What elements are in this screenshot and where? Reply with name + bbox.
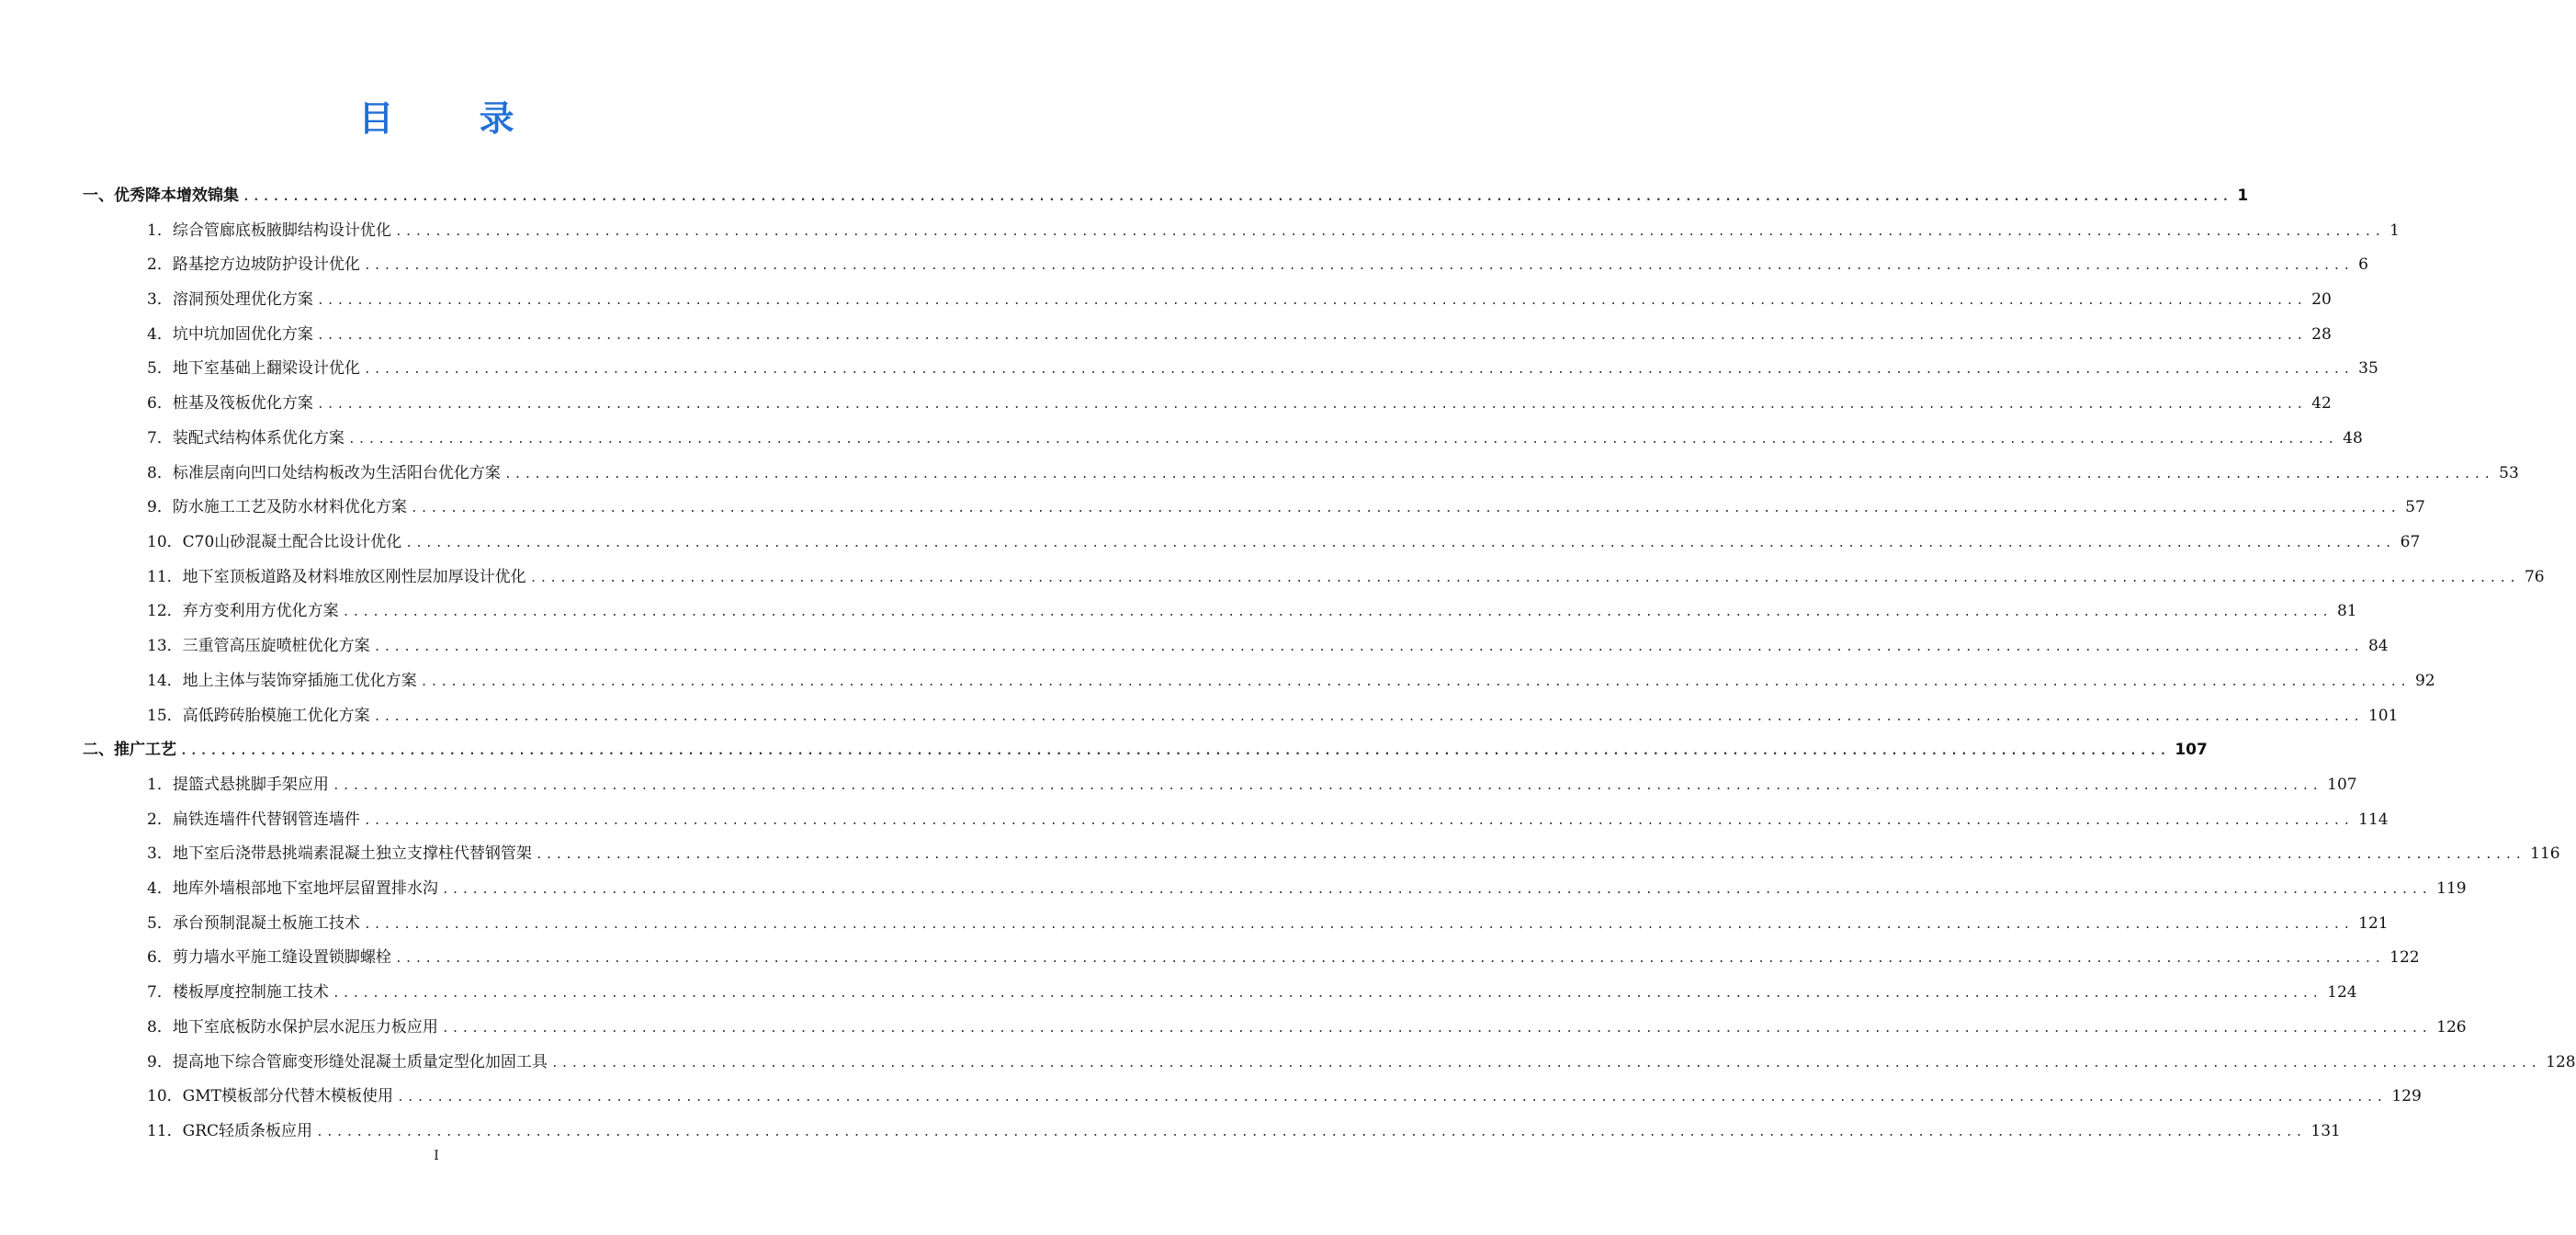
- leader-dots: ........................................................................................................................................................................................................: [332, 779, 2322, 793]
- leader-dots: ........................................................................................................................................................................................................: [405, 537, 2395, 550]
- toc-entry[interactable]: [147, 667, 2435, 690]
- toc-section-heading[interactable]: [83, 182, 2249, 205]
- toc-entry[interactable]: [147, 1082, 2422, 1105]
- toc-entry-label: 3．地下室后浇带悬挑端素混凝土独立支撑柱代替钢管架: [147, 844, 532, 863]
- leader-dots: ........................................................................................................................................................................................................: [243, 190, 2232, 204]
- toc-entry[interactable]: [147, 355, 2378, 378]
- leader-dots: ........................................................................................................................................................................................................: [363, 918, 2354, 932]
- toc-entry-page-number: 76: [2524, 568, 2545, 586]
- toc-entry[interactable]: [147, 563, 2545, 586]
- page-title: 目 录: [358, 98, 551, 139]
- toc-entry-label: 5．地下室基础上翻梁设计优化: [147, 359, 360, 378]
- toc-entry-page-number: 84: [2367, 637, 2389, 655]
- toc-entry-page-number: 57: [2405, 498, 2425, 516]
- toc-entry-label: 10．GMT模板部分代替木模板使用: [147, 1087, 393, 1105]
- leader-dots: ........................................................................................................................................................................................................: [363, 259, 2354, 273]
- leader-dots: ........................................................................................................................................................................................................: [373, 710, 2363, 724]
- toc-section-heading[interactable]: [83, 736, 2208, 759]
- leader-dots: ........................................................................................................................................................................................................: [316, 294, 2307, 308]
- toc-entry-label: 2．扁铁连墙件代替钢管连墙件: [147, 810, 360, 829]
- toc-entry-page-number: 81: [2336, 602, 2357, 620]
- toc-entry[interactable]: [147, 217, 2400, 240]
- toc-entry[interactable]: [147, 702, 2399, 725]
- leader-dots: ........................................................................................................................................................................................................: [347, 433, 2338, 447]
- toc-entry[interactable]: [147, 251, 2368, 274]
- leader-dots: ........................................................................................................................................................................................................: [180, 744, 2170, 758]
- toc-entry-label: 9．防水施工工艺及防水材料优化方案: [147, 498, 407, 516]
- toc-entry-label: 2．路基挖方边坡防护设计优化: [147, 255, 360, 274]
- leader-dots: ........................................................................................................................................................................................................: [550, 1057, 2541, 1071]
- toc-entry-label: 10．C70山砂混凝土配合比设计优化: [147, 533, 402, 551]
- leader-dots: ........................................................................................................................................................................................................: [529, 572, 2519, 585]
- toc-entry-page-number: 53: [2499, 464, 2519, 482]
- toc-entry[interactable]: [147, 806, 2389, 829]
- toc-entry-page-number: 28: [2311, 325, 2332, 344]
- toc-entry[interactable]: [147, 1048, 2576, 1071]
- toc-entry-page-number: 20: [2311, 290, 2332, 309]
- toc-entry[interactable]: [147, 528, 2421, 551]
- leader-dots: ........................................................................................................................................................................................................: [394, 952, 2385, 966]
- toc-entry-page-number: 101: [2367, 707, 2399, 725]
- toc-entry-page-number: 119: [2436, 879, 2467, 898]
- toc-entry-label: 1．提篮式悬挑脚手架应用: [147, 776, 329, 794]
- toc-entry[interactable]: [147, 771, 2357, 794]
- leader-dots: ........................................................................................................................................................................................................: [441, 1022, 2432, 1036]
- toc-entry[interactable]: [147, 1117, 2341, 1140]
- leader-dots: ........................................................................................................................................................................................................: [363, 814, 2354, 828]
- toc-entry-page-number: 42: [2311, 394, 2332, 413]
- toc-entry[interactable]: [147, 493, 2425, 516]
- leader-dots: ........................................................................................................................................................................................................: [373, 640, 2363, 654]
- page-number: I: [434, 1149, 439, 1163]
- toc-entry-page-number: 116: [2530, 844, 2560, 863]
- toc-entry[interactable]: [147, 597, 2357, 620]
- toc-entry-label: 11．地下室顶板道路及材料堆放区刚性层加厚设计优化: [147, 568, 526, 586]
- toc-section-heading-label: 一、优秀降本增效锦集: [83, 187, 239, 205]
- toc-entry-page-number: 35: [2358, 359, 2378, 378]
- toc-entry-label: 5．承台预制混凝土板施工技术: [147, 914, 360, 933]
- toc-entry[interactable]: [147, 1014, 2467, 1037]
- toc-entry[interactable]: [147, 459, 2519, 482]
- leader-dots: ........................................................................................................................................................................................................: [316, 398, 2307, 412]
- toc-entry-page-number: 128: [2546, 1053, 2576, 1071]
- leader-dots: ........................................................................................................................................................................................................: [332, 987, 2322, 1001]
- toc-entry-label: 7．楼板厚度控制施工技术: [147, 983, 329, 1002]
- toc-entry-page-number: 121: [2358, 914, 2389, 933]
- toc-entry-label: 8．标准层南向凹口处结构板改为生活阳台优化方案: [147, 464, 501, 482]
- toc-entry-label: 4．坑中坑加固优化方案: [147, 325, 313, 344]
- toc-entry-label: 12．弃方变利用方优化方案: [147, 602, 339, 620]
- toc-entry-label: 9．提高地下综合管廊变形缝处混凝土质量定型化加固工具: [147, 1053, 548, 1071]
- toc-entry[interactable]: [147, 840, 2560, 863]
- leader-dots: ........................................................................................................................................................................................................: [396, 1091, 2387, 1105]
- toc-entry-label: 11．GRC轻质条板应用: [147, 1122, 313, 1140]
- toc-entry-page-number: 114: [2358, 810, 2389, 829]
- toc-entry-page-number: 129: [2391, 1087, 2422, 1105]
- toc-entry-label: 15．高低跨砖胎模施工优化方案: [147, 707, 370, 725]
- toc-section-heading-page-number: 107: [2175, 741, 2208, 759]
- toc-section-heading-page-number: 1: [2237, 187, 2249, 205]
- toc-entry[interactable]: [147, 910, 2389, 933]
- leader-dots: ........................................................................................................................................................................................................: [394, 225, 2385, 239]
- toc-entry[interactable]: [147, 425, 2363, 448]
- leader-dots: ........................................................................................................................................................................................................: [316, 1126, 2306, 1139]
- toc-entry[interactable]: [147, 390, 2332, 413]
- leader-dots: ........................................................................................................................................................................................................: [503, 468, 2494, 482]
- toc-entry-page-number: 131: [2310, 1122, 2341, 1140]
- toc-entry-page-number: 124: [2327, 983, 2357, 1002]
- toc-section-heading-label: 二、推广工艺: [83, 741, 176, 759]
- toc-entry-page-number: 92: [2414, 672, 2435, 690]
- toc-entry-page-number: 67: [2400, 533, 2421, 551]
- toc-entry-label: 7．装配式结构体系优化方案: [147, 429, 345, 448]
- leader-dots: ........................................................................................................................................................................................................: [363, 363, 2354, 377]
- toc-entry-page-number: 126: [2436, 1018, 2467, 1037]
- toc-entry[interactable]: [147, 321, 2332, 344]
- toc-entry[interactable]: [147, 875, 2467, 898]
- toc-entry-page-number: 122: [2390, 948, 2420, 967]
- leader-dots: ........................................................................................................................................................................................................: [535, 848, 2525, 862]
- toc-entry[interactable]: [147, 944, 2420, 967]
- toc-entry-label: 8．地下室底板防水保护层水泥压力板应用: [147, 1018, 438, 1037]
- toc-entry[interactable]: [147, 979, 2357, 1002]
- toc-entry-page-number: 107: [2327, 776, 2357, 794]
- leader-dots: ........................................................................................................................................................................................................: [410, 502, 2401, 516]
- toc-entry-label: 13．三重管高压旋喷桩优化方案: [147, 637, 370, 655]
- leader-dots: ........................................................................................................................................................................................................: [342, 606, 2332, 619]
- toc-entry-label: 6．桩基及筏板优化方案: [147, 394, 313, 413]
- toc-entry[interactable]: [147, 632, 2389, 655]
- leader-dots: ........................................................................................................................................................................................................: [441, 883, 2432, 897]
- toc-entry-label: 3．溶洞预处理优化方案: [147, 290, 313, 309]
- toc-entry-label: 14．地上主体与装饰穿插施工优化方案: [147, 672, 417, 690]
- toc-entry-page-number: 1: [2390, 221, 2400, 240]
- leader-dots: ........................................................................................................................................................................................................: [420, 675, 2410, 689]
- toc-entry-page-number: 48: [2343, 429, 2363, 448]
- toc-entry-page-number: 6: [2358, 255, 2368, 274]
- toc-entry-label: 4．地库外墙根部地下室地坪层留置排水沟: [147, 879, 438, 898]
- toc-entry-label: 6．剪力墙水平施工缝设置锁脚螺栓: [147, 948, 391, 967]
- toc-entry[interactable]: [147, 286, 2332, 309]
- toc-entry-label: 1．综合管廊底板腋脚结构设计优化: [147, 221, 391, 240]
- leader-dots: ........................................................................................................................................................................................................: [316, 329, 2307, 343]
